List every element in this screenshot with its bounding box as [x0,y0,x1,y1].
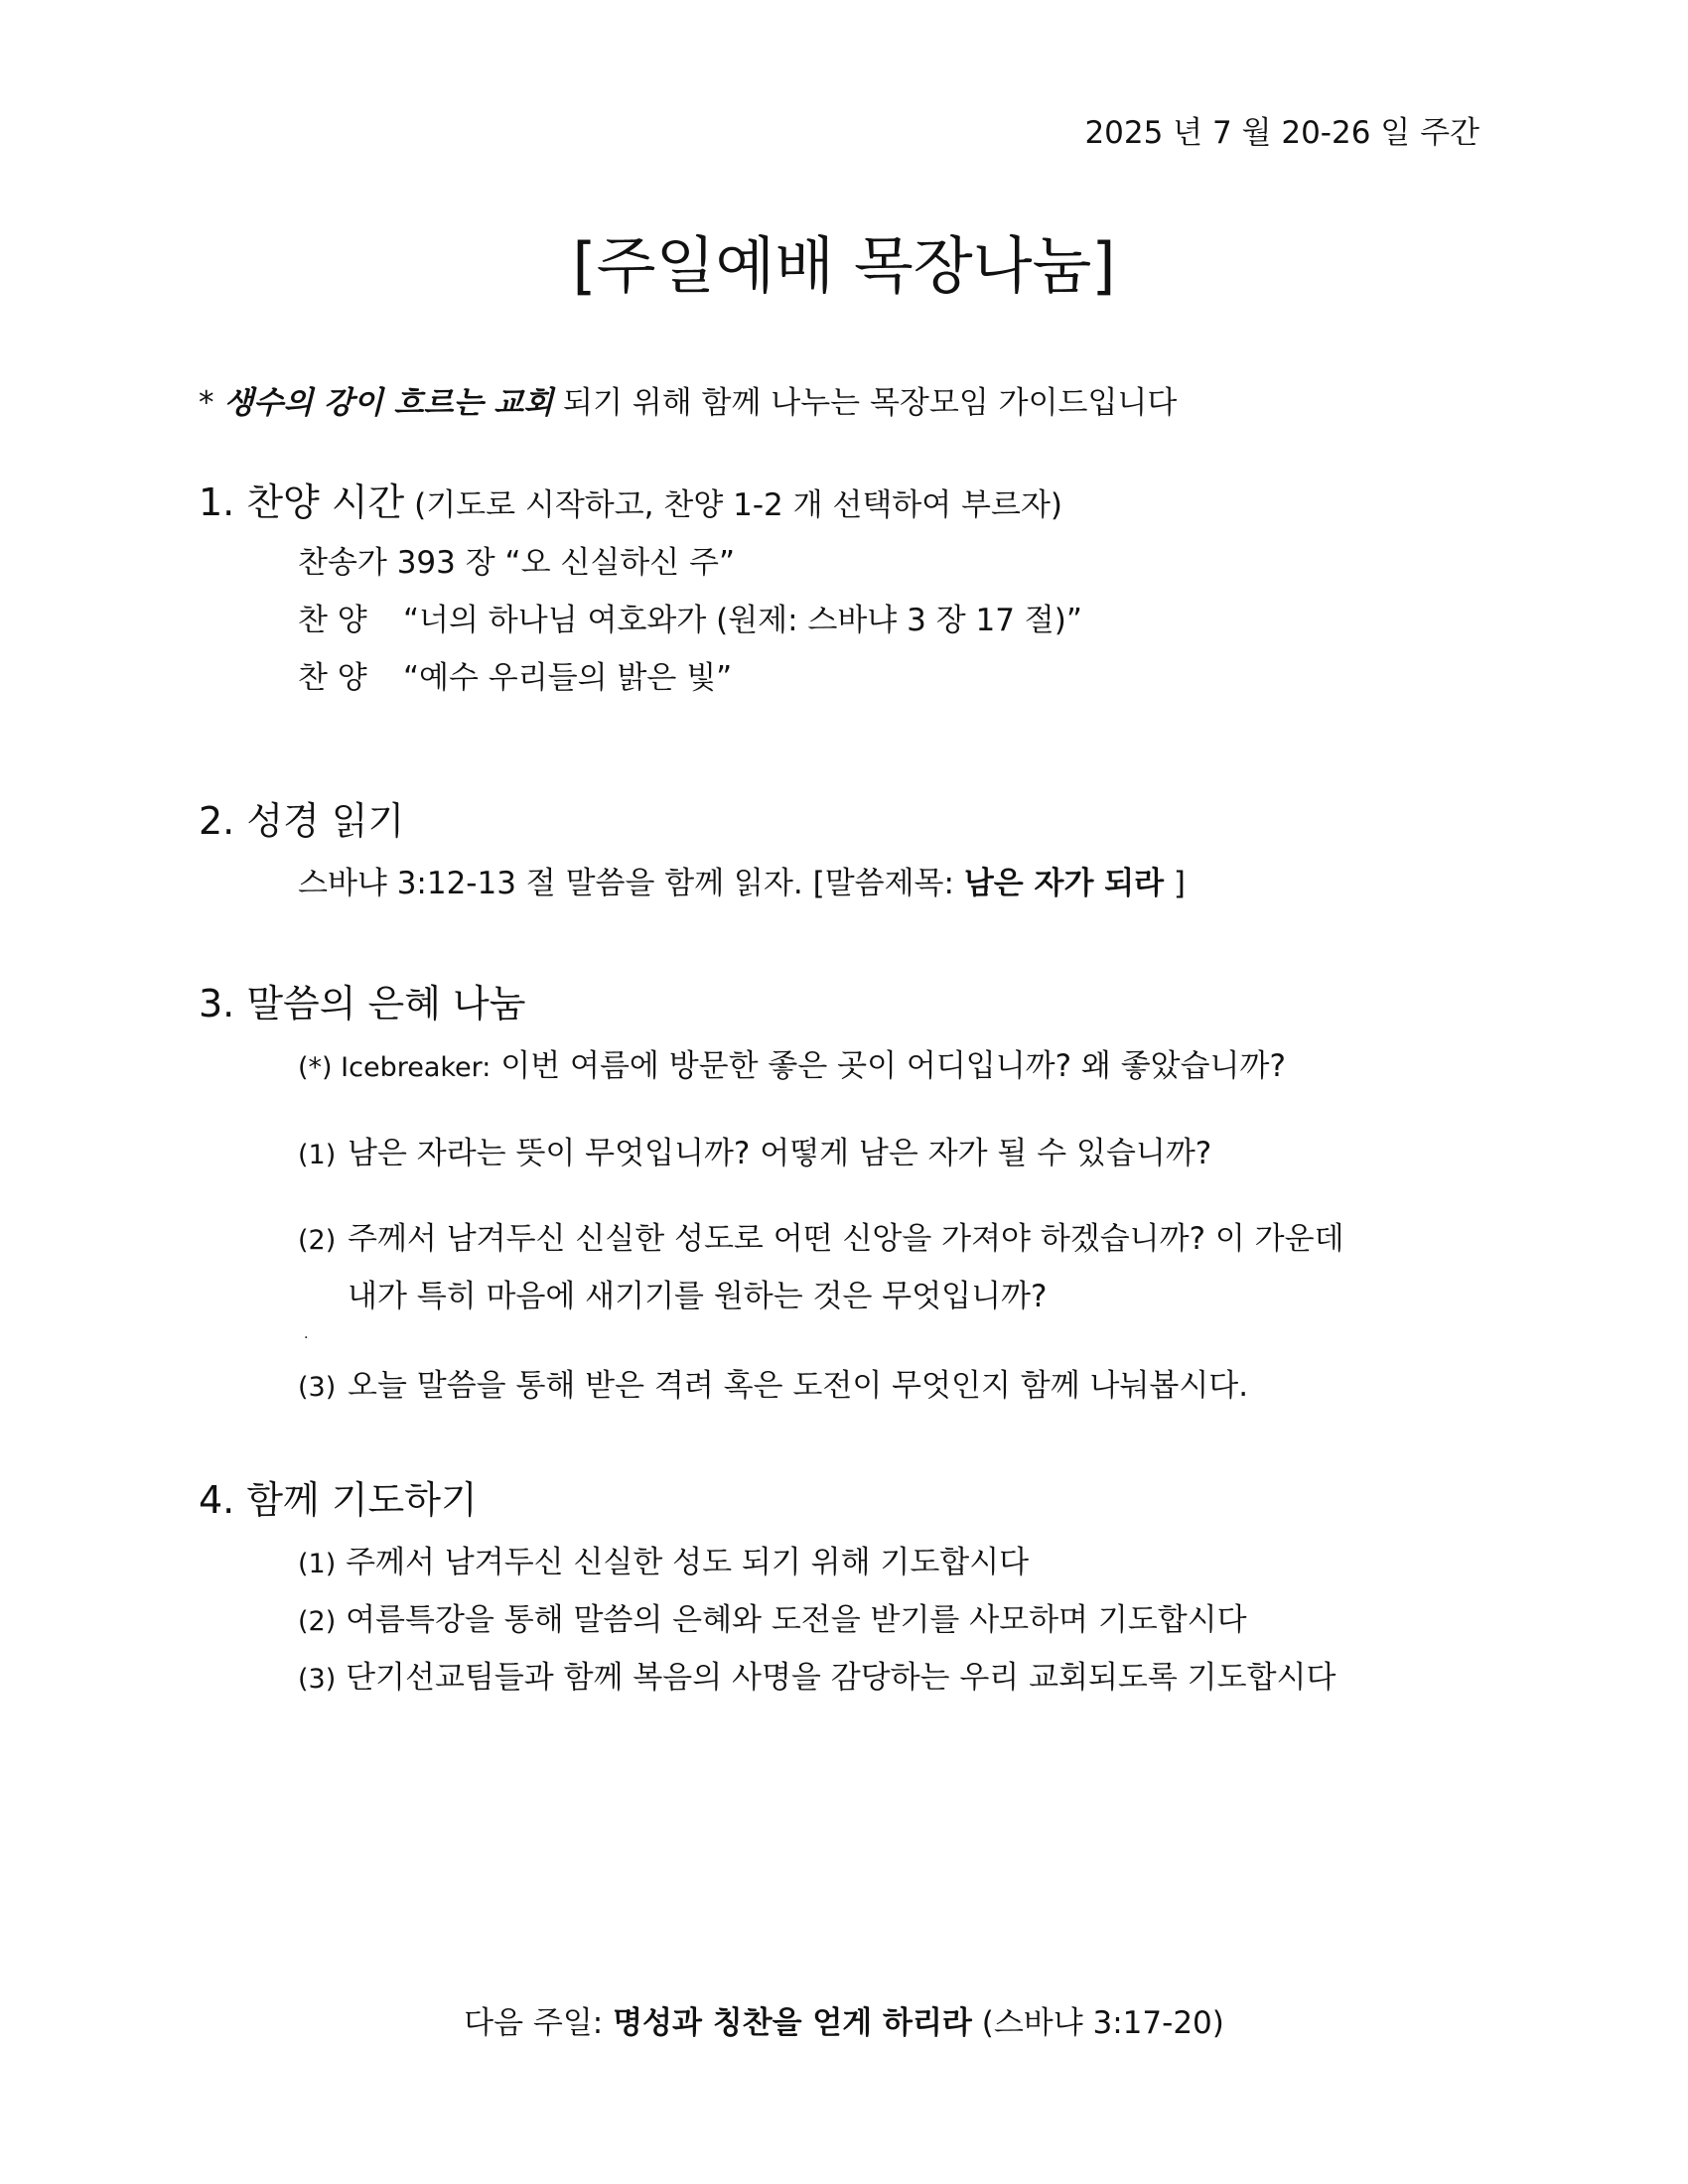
intro-rest: 되기 위해 함께 나누는 목장모임 가이드입니다 [553,385,1178,421]
prayer-number: (2) [298,1606,337,1637]
question-continuation: 내가 특히 마음에 새기기를 원하는 것은 무엇입니까? [348,1279,1048,1314]
icebreaker-line [298,1040,1286,1085]
section-1-heading [199,472,1062,526]
next-sermon-title: 명성과 칭찬을 얻게 하리라 [613,2005,972,2041]
reading-line [298,858,1186,902]
praise-text: “너의 하나님 여호와가 (원제: 스바냐 3 장 17 절)” [403,603,1082,638]
prayer-number: (3) [298,1664,337,1695]
question-item [298,1128,1211,1172]
intro-line [199,377,1177,422]
hymn-text: “오 신실하신 주” [494,545,736,581]
intro-star: * [199,385,214,421]
question-text: 남은 자라는 뜻이 무엇입니까? 어떻게 남은 자가 될 수 있습니까? [348,1136,1212,1171]
prayer-item [298,1537,1029,1581]
prayer-text: 주께서 남겨두신 신실한 성도 되기 위해 기도합시다 [346,1545,1030,1580]
section-1-title: 1. 찬양 시간 [199,480,405,524]
icebreaker-label: (*) Icebreaker: [298,1052,492,1083]
next-sunday-line [0,1997,1688,2042]
praise-label: 찬 양 [298,603,367,638]
intro-emphasis: 생수의 강이 흐르는 교회 [223,385,554,421]
question-text: 주께서 남겨두신 신실한 성도로 어떤 신앙을 가져야 하겠습니까? 이 가운데 [348,1221,1344,1257]
prayer-number: (1) [298,1549,337,1579]
next-sermon-reference: (스바냐 3:17-20) [971,2005,1224,2041]
prayer-text: 여름특강을 통해 말씀의 은혜와 도전을 받기를 사모하며 기도합시다 [346,1602,1247,1638]
prayer-text: 단기선교팀들과 함께 복음의 사명을 감당하는 우리 교회되도록 기도합시다 [346,1660,1336,1696]
sermon-title: 남은 자가 되라 [963,866,1165,901]
document-date: 2025 년 7 월 20-26 일 주간 [1084,115,1479,151]
question-text: 오늘 말씀을 통해 받은 격려 혹은 도전이 무엇인지 함께 나눠봅시다. [348,1368,1249,1404]
section-4-heading: 4. 함께 기도하기 [199,1478,478,1522]
question-number: (3) [298,1372,337,1403]
reading-text: 스바냐 3:12-13 절 말씀을 함께 읽자. [말씀제목: [298,866,964,901]
question-number: (2) [298,1225,337,1256]
document-title: [주일예배 목장나눔] [572,229,1116,302]
section-1-note: (기도로 시작하고, 찬양 1-2 개 선택하여 부르자) [404,487,1062,523]
question-number: (1) [298,1140,337,1170]
hymn-line [298,537,735,582]
icebreaker-text: 이번 여름에 방문한 좋은 곳이 어디입니까? 왜 좋았습니까? [500,1048,1286,1084]
praise-line [298,595,1082,639]
reading-close: ] [1164,866,1187,901]
prayer-item [298,1652,1336,1697]
praise-line [298,652,732,697]
praise-label: 찬 양 [298,660,367,696]
prayer-item [298,1594,1247,1639]
section-3-heading: 3. 말씀의 은혜 나눔 [199,982,526,1025]
hymn-label: 찬송가 393 장 [298,545,495,581]
section-2-heading: 2. 성경 읽기 [199,799,405,843]
question-item [298,1213,1344,1258]
stray-dot: · [304,1330,309,1346]
next-sunday-label: 다음 주일: [464,2005,614,2041]
praise-text: “예수 우리들의 밝은 빛” [403,660,733,696]
question-item [298,1360,1248,1405]
